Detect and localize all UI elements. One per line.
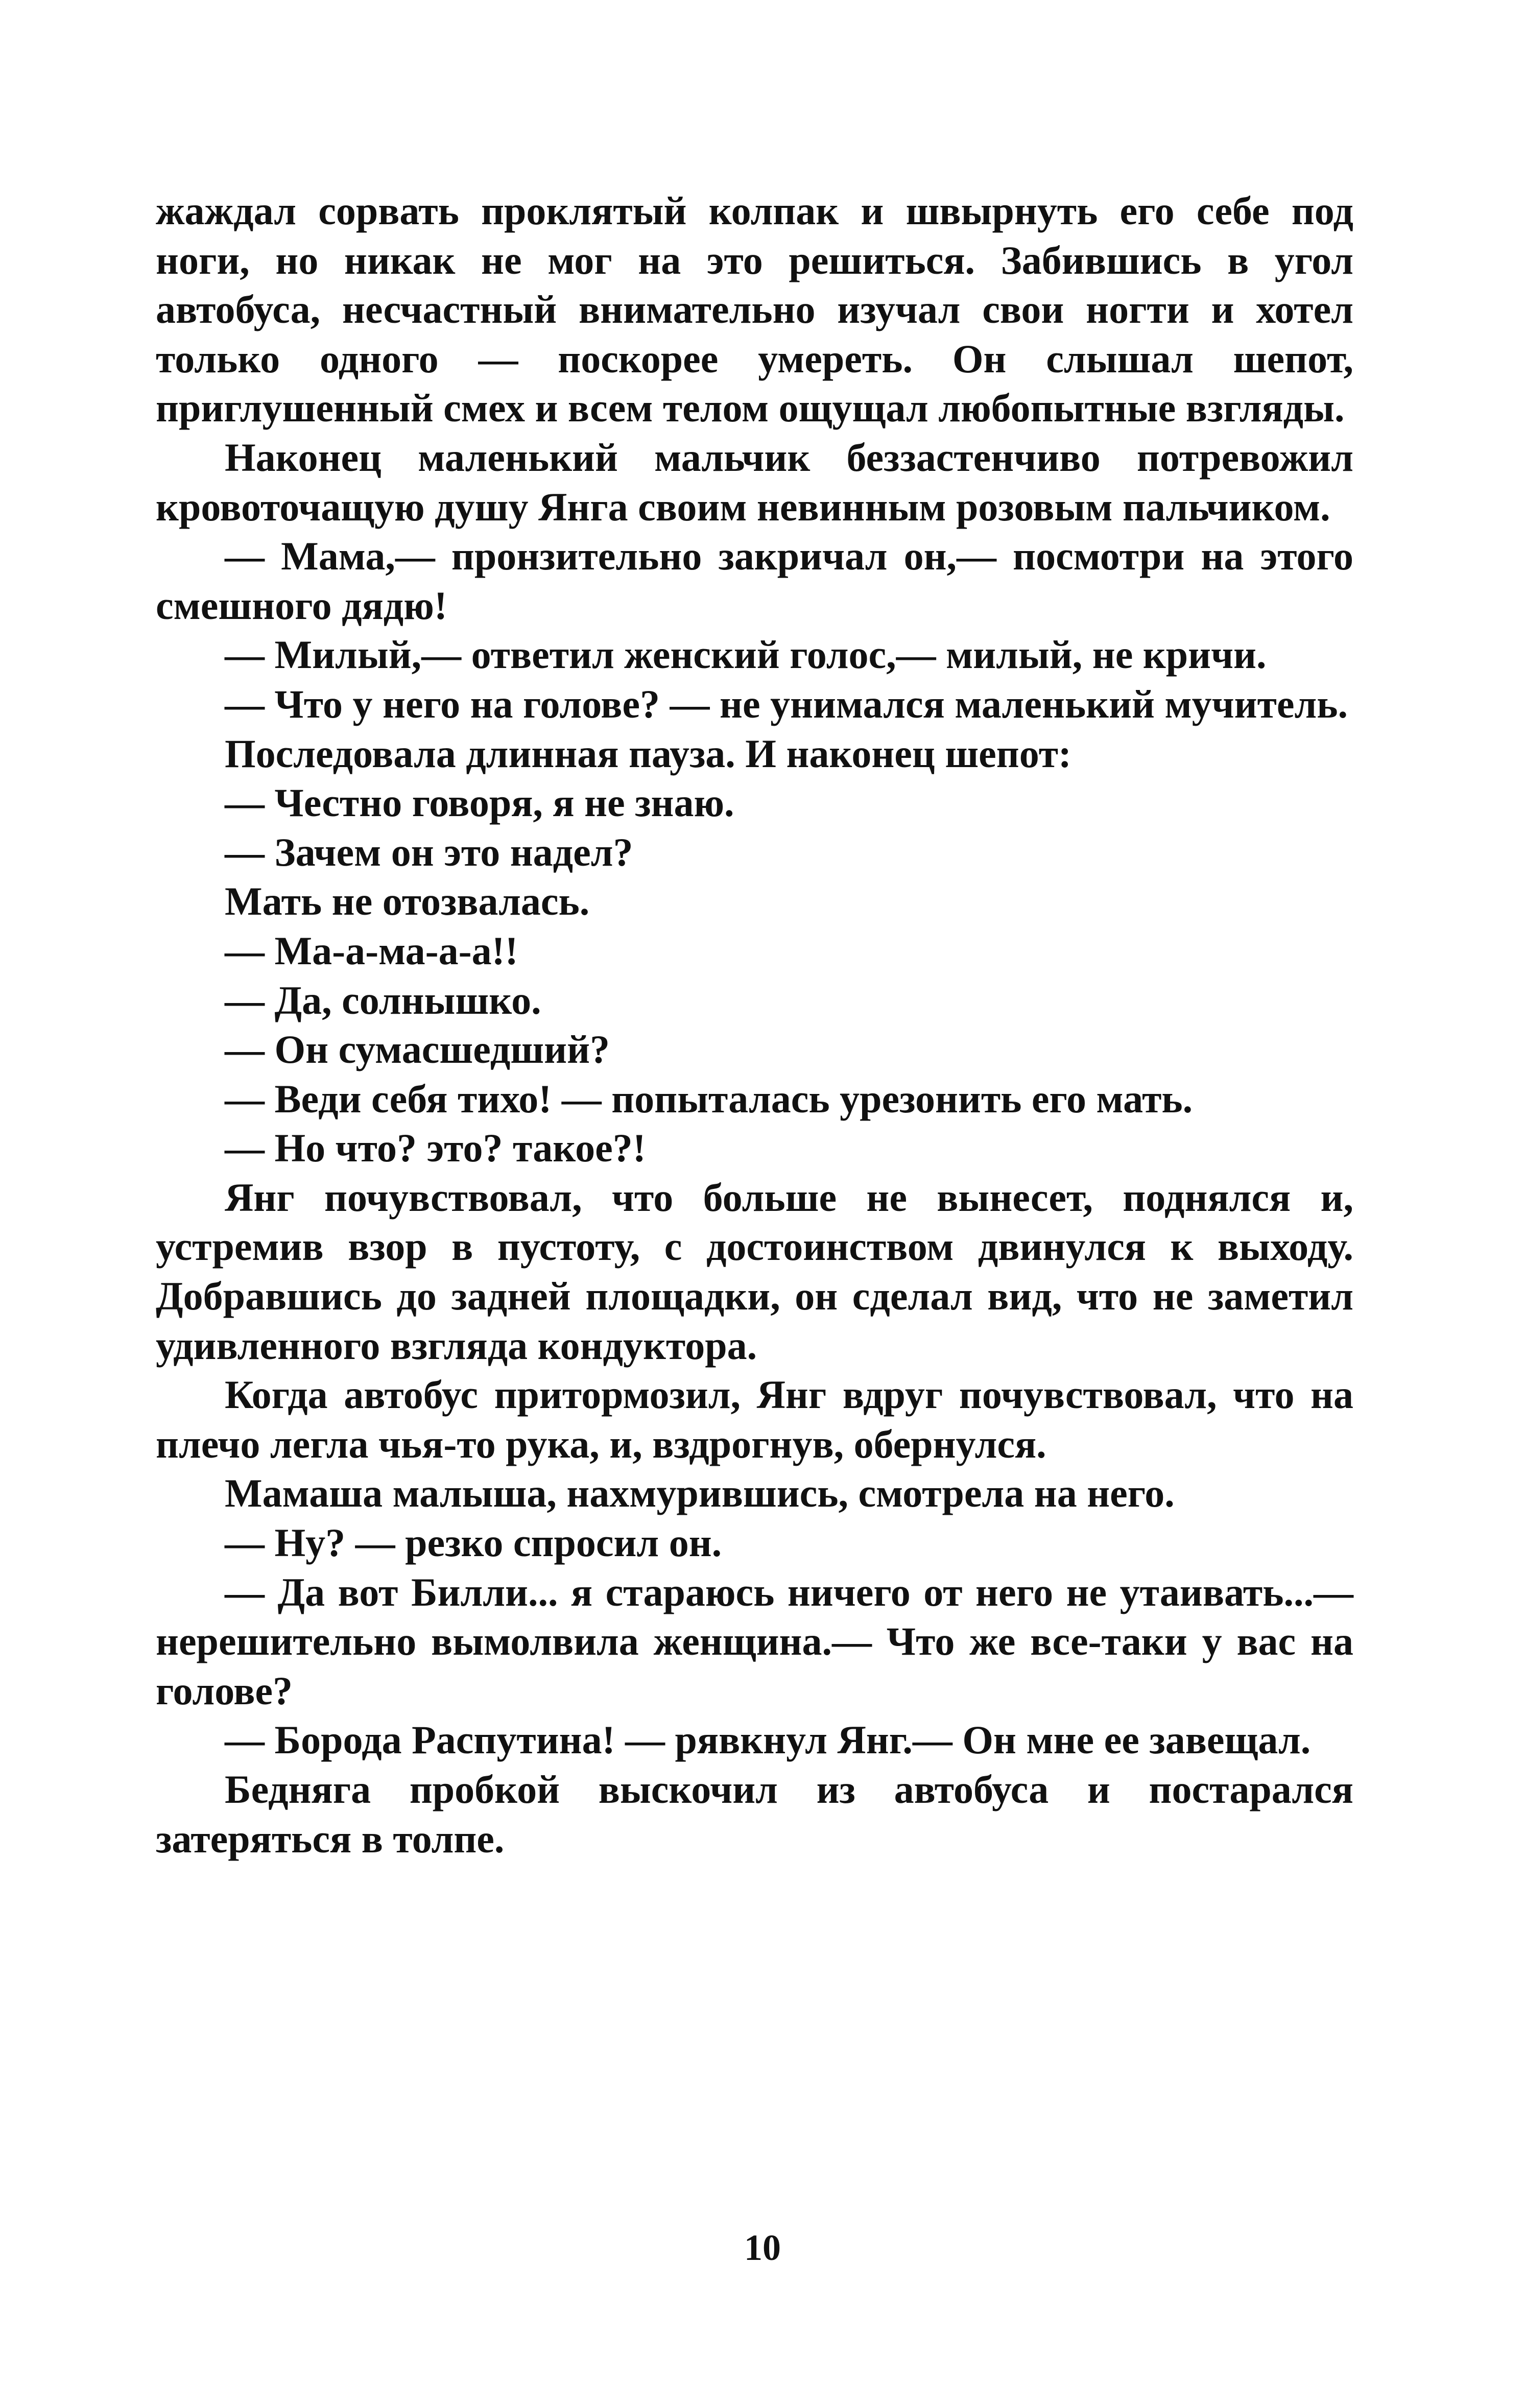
paragraph: Мать не отозвалась. bbox=[225, 879, 590, 924]
paragraph: — Милый,— ответил женский голос,— милый, не кричи. bbox=[225, 632, 1267, 677]
paragraph: Когда автобус притормозил, Янг вдруг почувствовал, что на плечо легла чья-то рука, и, вздрогнув, обернулся. bbox=[156, 1372, 1353, 1466]
paragraph: Бедняга пробкой выскочил из автобуса и постарался затеряться в толпе. bbox=[156, 1767, 1353, 1861]
paragraph: — Зачем он это надел? bbox=[225, 829, 633, 874]
paragraph: — Да, солнышко. bbox=[225, 977, 541, 1022]
paragraph: — Но что? это? такое?! bbox=[225, 1126, 646, 1171]
page-text bbox=[156, 186, 1353, 1864]
paragraph: — Веди себя тихо! — попыталась урезонить его мать. bbox=[225, 1076, 1193, 1121]
paragraph: Последовала длинная пауза. И наконец шепот: bbox=[225, 731, 1071, 776]
paragraph: Мамаша малыша, нахмурившись, смотрела на него. bbox=[225, 1471, 1175, 1516]
paragraph: жаждал сорвать проклятый колпак и швырнуть его себе под ноги, но никак не мог на это решиться. Забившись в угол автобуса, несчастный внимательно изучал свои ногти и хотел только одного — поскорее умереть. Он слышал шепот, приглушенный смех и всем телом ощущал любопытные взгляды. bbox=[156, 188, 1353, 431]
paragraph: — Мама,— пронзительно закричал он,— посмотри на этого смешного дядю! bbox=[156, 534, 1353, 628]
paragraph: — Что у него на голове? — не унимался маленький мучитель. bbox=[225, 681, 1348, 726]
paragraph: — Честно говоря, я не знаю. bbox=[225, 780, 734, 825]
paragraph: — Ну? — резко спросил он. bbox=[225, 1520, 722, 1565]
page-number: 10 bbox=[744, 2227, 781, 2268]
paragraph: — Да вот Билли... я стараюсь ничего от него не утаивать...— нерешительно вымолвила женщина.— Что же все-таки у вас на голове? bbox=[156, 1569, 1353, 1713]
paragraph: — Ма-а-ма-а-а!! bbox=[225, 928, 518, 973]
paragraph: — Борода Распутина! — рявкнул Янг.— Он мне ее завещал. bbox=[225, 1718, 1311, 1762]
paragraph: Наконец маленький мальчик беззастенчиво потревожил кровоточащую душу Янга своим невинным розовым пальчиком. bbox=[156, 435, 1353, 529]
paragraph: — Он сумасшедший? bbox=[225, 1027, 610, 1072]
paragraph: Янг почувствовал, что больше не вынесет, поднялся и, устремив взор в пустоту, с достоинством двинулся к выходу. Добравшись до задней площадки, он сделал вид, что не заметил удивленного взгляда кондуктора. bbox=[156, 1175, 1353, 1368]
